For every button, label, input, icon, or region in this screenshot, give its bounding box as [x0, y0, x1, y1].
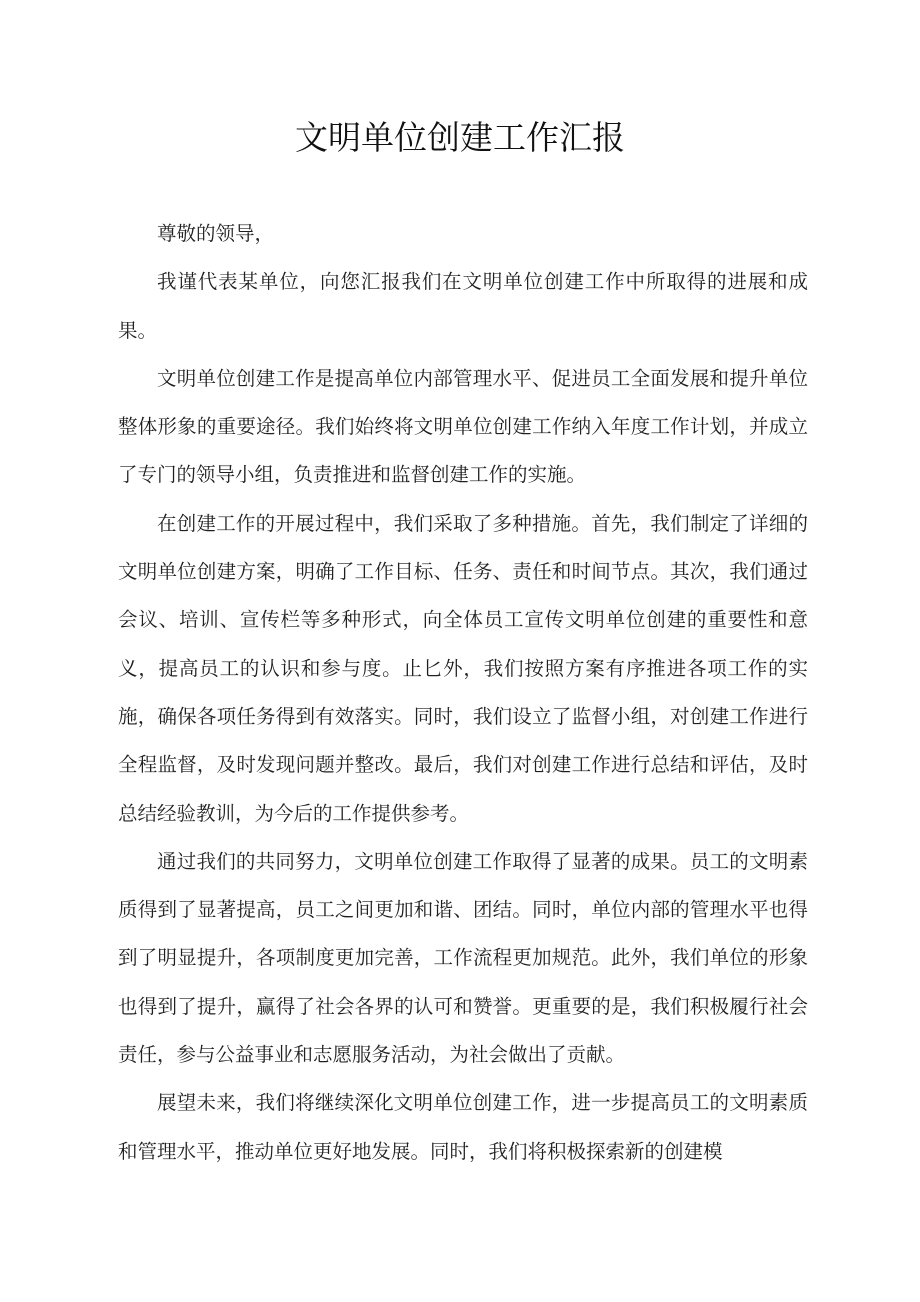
intro-paragraph: 我谨代表某单位，向您汇报我们在文明单位创建工作中所取得的进展和成果。 — [118, 270, 808, 342]
results-paragraph: 通过我们的共同努力，文明单位创建工作取得了显著的成果。员工的文明素质得到了显著提高，员工之间更加和谐、团结。同时，单位内部的管理水平也得到了明显提升，各项制度更加完善，工作流程更加规范。此外，我们单位的形象也得到了提升，赢得了社会各界的认可和赞誉。更重要的是，我们积极履行社会责任，参与公益事业和志愿服务活动，为社会做出了贡献。 — [118, 849, 808, 1067]
document-title: 文明单位创建工作汇报 — [295, 118, 625, 157]
measures-paragraph: 在创建工作的开展过程中，我们采取了多种措施。首先，我们制定了详细的文明单位创建方案，明确了工作目标、任务、责任和时间节点。其次，我们通过会议、培训、宣传栏等多种形式，向全体员工宣传文明单位创建的重要性和意义，提高员工的认识和参与度。止匕外，我们按照方案有序推进各项工作的实施，确保各项任务得到有效落实。同时，我们设立了监督小组，对创建工作进行全程监督，及时发现问题并整改。最后，我们对创建工作进行总结和评估，及时总结经验教训，为今后的工作提供参考。 — [118, 511, 808, 825]
salutation-paragraph: 尊敬的领导， — [157, 222, 275, 245]
outlook-paragraph: 展望未来，我们将继续深化文明单位创建工作，进一步提高员工的文明素质和管理水平，推动单位更好地发展。同时，我们将积极探索新的创建模 — [118, 1091, 808, 1163]
document-body — [118, 210, 808, 1176]
background-paragraph: 文明单位创建工作是提高单位内部管理水平、促进员工全面发展和提升单位整体形象的重要途径。我们始终将文明单位创建工作纳入年度工作计划，并成立了专门的领导小组，负责推进和监督创建工作的实施。 — [118, 366, 808, 487]
